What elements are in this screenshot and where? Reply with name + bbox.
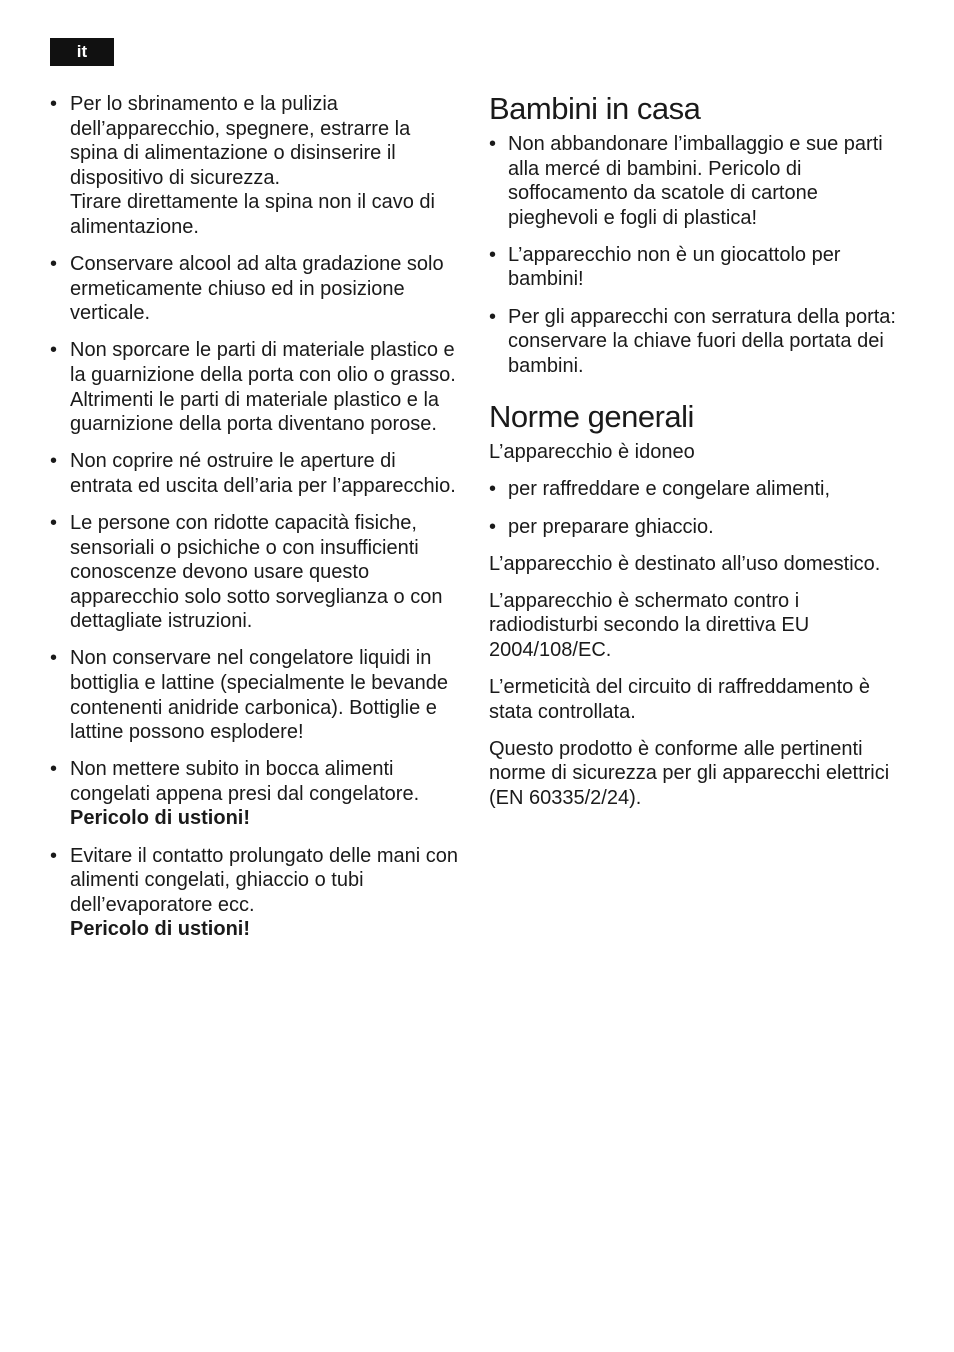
list-item [489,477,909,502]
left-column [50,92,460,954]
section-heading-bambini: Bambini in casa [489,91,701,126]
list-item [50,92,460,240]
norme-intro: L’apparecchio è idoneo [489,441,695,464]
norme-paragraph: L’apparecchio è schermato contro i radiodisturbi secondo la direttiva EU 2004/108/EC. [489,589,810,661]
list-item-text: L’apparecchio non è un giocattolo per bambini! [508,243,841,291]
list-item-text: per preparare ghiaccio. [508,515,714,538]
language-tab: it [50,38,114,66]
list-item [489,305,909,379]
section-heading-norme: Norme generali [489,399,694,435]
list-item-text: Per lo sbrinamento e la pulizia dell’apparecchio, spegnere, estrarre la spina di alimentazione o disinserire il dispositivo di sicurezza. [70,93,411,189]
list-item-text: per raffreddare e congelare alimenti, [508,478,831,501]
list-item [50,338,460,436]
list-item [50,511,460,634]
list-item-text: Evitare il contatto prolungato delle mani con alimenti congelati, ghiaccio o tubi dell’evaporatore ecc. [70,844,459,916]
safety-list [50,92,460,942]
right-column [489,92,909,823]
warning-text: Pericolo di ustioni! [70,807,251,830]
list-item-text-continued: Tirare direttamente la spina non il cavo di alimentazione. [70,191,435,238]
norme-paragraph: L’apparecchio è destinato all’uso domestico. [489,552,881,575]
list-item-text: Non conservare nel congelatore liquidi in bottiglia e lattine (specialmente le bevande contenenti anidride carbonica). Bottiglie e lattine possono esplodere! [70,647,449,744]
list-item [489,515,909,540]
list-item-text: Conservare alcool ad alta gradazione solo ermeticamente chiuso ed in posizione verticale. [70,253,444,325]
list-item [50,252,460,326]
list-item-text: Non mettere subito in bocca alimenti congelati appena presi dal congelatore. [70,758,420,805]
bambini-list [489,132,909,378]
list-item [489,132,909,230]
list-item-text: Le persone con ridotte capacità fisiche, sensoriali o psichiche o con insufficienti conoscenze devono usare questo apparecchio solo sotto sorveglianza o con dettagliate istruzioni. [70,511,443,633]
list-item [50,646,460,744]
norme-paragraph: Questo prodotto è conforme alle pertinenti norme di sicurezza per gli apparecchi elettrici (EN 60335/2/24). [489,737,890,809]
list-item [50,449,460,498]
norme-list [489,477,909,539]
list-item [50,757,460,831]
list-item-text: Per gli apparecchi con serratura della porta: conservare la chiave fuori della portata dei bambini. [508,305,896,377]
norme-paragraph: L’ermeticità del circuito di raffreddamento è stata controllata. [489,676,870,723]
list-item-text: Non sporcare le parti di materiale plastico e la guarnizione della porta con olio o grasso. Altrimenti le parti di materiale plastico e la guarnizione della porta diventano porose. [70,339,456,436]
list-item-text: Non coprire né ostruire le aperture di entrata ed uscita dell’aria per l’apparecchio. [70,450,456,497]
list-item [489,243,909,292]
warning-text: Pericolo di ustioni! [70,918,251,941]
list-item [50,844,460,942]
list-item-text: Non abbandonare l’imballaggio e sue parti alla mercé di bambini. Pericolo di soffocamento da scatole di cartone pieghevoli e fogli di plastica! [508,133,883,229]
